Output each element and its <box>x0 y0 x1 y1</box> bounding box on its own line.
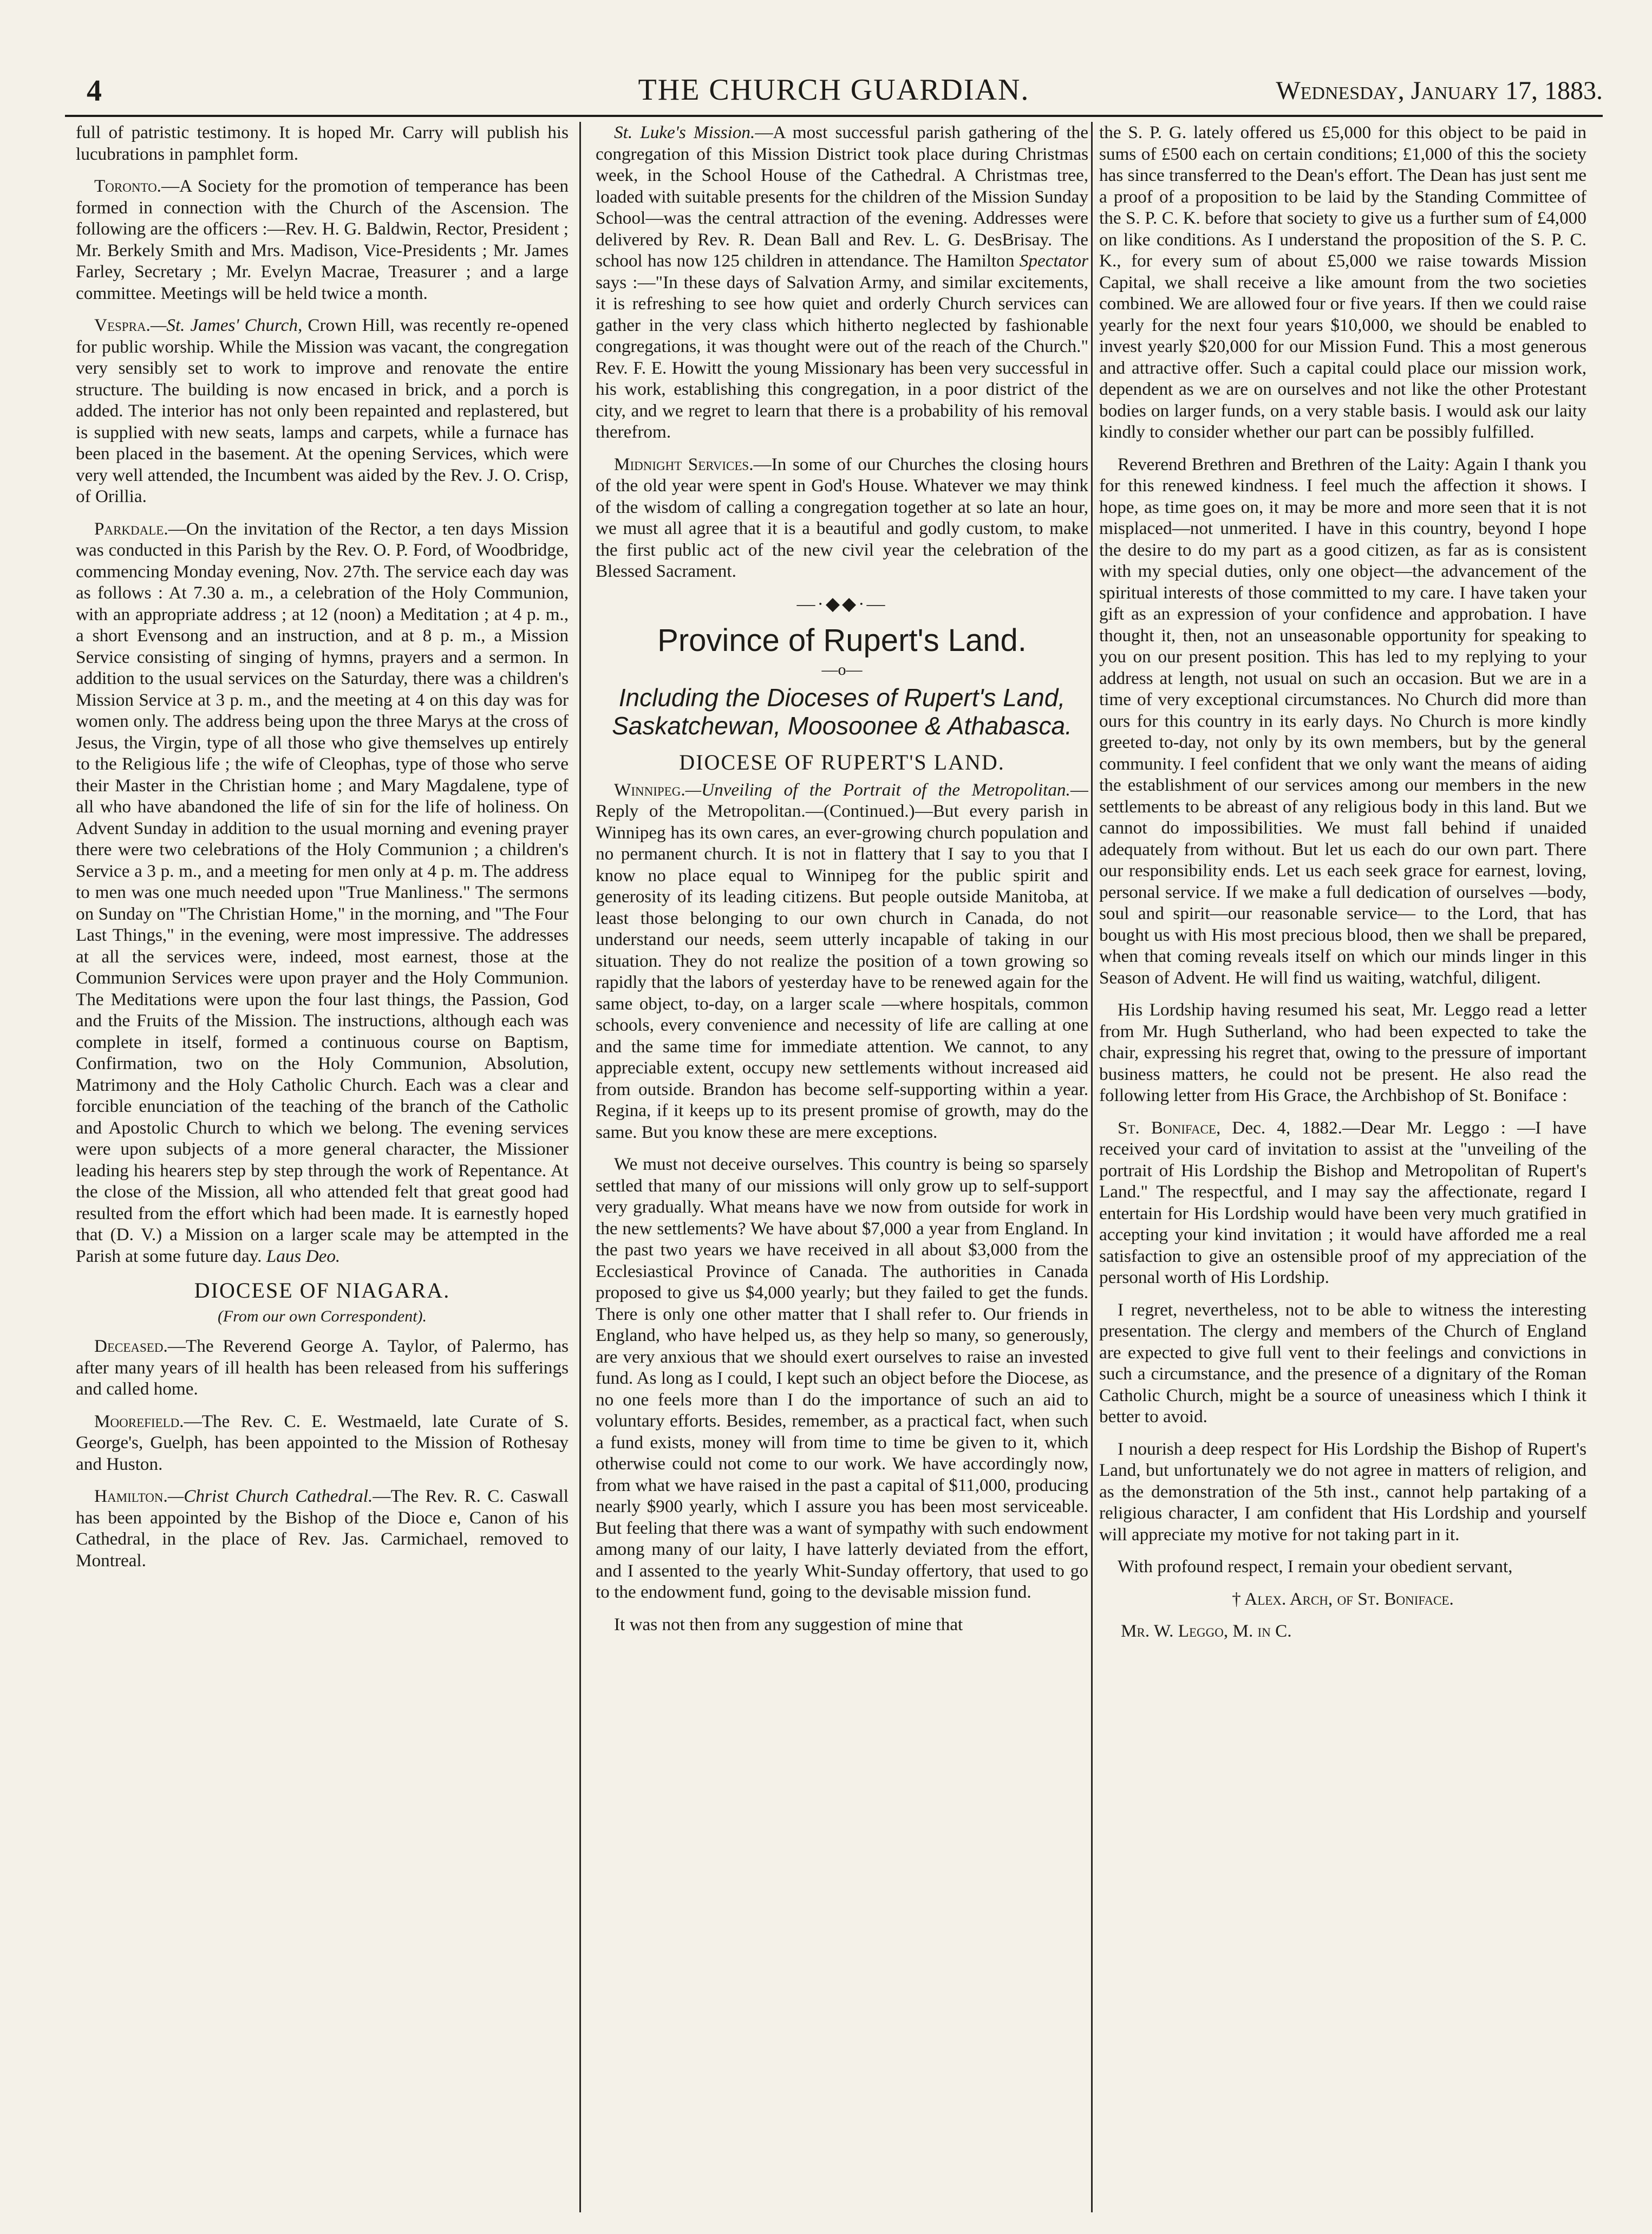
winnipeg-paragraph-2: We must not deceive ourselves. This country is being so sparsely settled that many of our missions will only grow up to self-support very gradually. What means have we now from outside for work in the new settlements? We have about $7,000 a year from England. In the past two years we have received in all about $3,000 from the Ecclesiastical Province of Canada. The authorities in Canada proposed to give us $4,000 yearly; but they failed to get the funds. There is only one other matter that I shall refer to. Our friends in England, who have helped us, as they help so many, so generously, are very anxious that we should exert ourselves to raise an invested fund. As long as I could, I kept such an object before the Diocese, as no one feels more than I do the importance of such an aid to voluntary efforts. Besides, remember, as a practical fact, when such a fund exists, money will from time to time be given to it, which otherwise could not come to our work. We have accordingly now, from what we have raised in the past a capital of $11,000, producing nearly $900 yearly, which I assure you has been most serviceable. But feeling that there was a want of sympathy with such endowment among many of our laity, I have latterly deviated from the effort, and I assented to the yearly Whit-Sunday offertory, that used to go to the endowment fund, going to the devisable mission fund. <box>596 1154 1088 1602</box>
article-winnipeg <box>596 779 1088 1143</box>
letter-dateline: St. Boniface, <box>1118 1117 1221 1138</box>
deceased-body: —The Reverend George A. Taylor, of Palermo, has after many years of ill health has been released from his sufferings and called home. <box>76 1336 569 1399</box>
letter-paragraph <box>1099 1117 1586 1288</box>
column-1 <box>76 122 569 2212</box>
section-heading-ruperts-land: DIOCESE OF RUPERT'S LAND. <box>679 750 1005 774</box>
toronto-body: —A Society for the promotion of temperance has been formed in connection with the Church of the Ascension. The following are the officers :—Rev. H. G. Baldwin, Rector, President ; Mr. Berkely Smith and Mrs. Madison, Vice-Presidents ; Mr. James Farley, Secretary ; Mr. Evelyn Macrae, Treasurer ; and a large committee. Meetings will be held twice a month. <box>76 176 569 303</box>
page-number: 4 <box>87 74 102 108</box>
ornament-divider: —·◆◆·— <box>796 594 887 614</box>
dateline-winnipeg: Winnipeg. <box>614 779 685 800</box>
dateline-midnight: Midnight Services. <box>614 454 754 474</box>
winnipeg-body: —Reply of the Metropolitan.—(Continued.)—But every parish in Winnipeg has its own cares, an ever-growing church population and no permanent church. It is not in flattery that I say to you that I know no place equal to Winnipeg for the public spirit and generosity of its leading citizens. But people outside Manitoba, at least those belonging to our own church in Canada, do not understand our needs, seem utterly incapable of taking in our situation. They do not realize the position of a town growing so rapidly that the labors of yesterday have to be renewed again for the same object, to-day, on a larger scale —where hospitals, common schools, every convenience and necessity of life are calling at one and the same time for immediate attention. We cannot, to any appreciable extent, occupy new settlements without increased aid from outside. Brandon has become self-supporting within a year. Regina, if it keeps up to its present promise of growth, may do the same. But you know these are mere exceptions. <box>596 779 1088 1142</box>
article-st-luke <box>596 122 1088 443</box>
parkdale-body: —On the invitation of the Rector, a ten days Mission was conducted in this Parish by the Rev. O. P. Ford, of Woodbridge, commencing Monday evening, Nov. 27th. The service each day was as follows : At 7.30 a. m., a celebration of the Holy Communion, with an appropriate address ; at 12 (noon) a Meditation ; at 4 p. m., a short Evensong and an instruction, and at 8 p. m., a Mission Service consisting of singing of hymns, prayers and a sermon. In addition to the usual services on the Saturday, there was a children's Mission Service at 3 p. m., and the meeting at 4 on this day was for women only. The address being upon the three Marys at the cross of Jesus, the Virgin, type of all those who give themselves up entirely to the Religious life ; the wife of Cleophas, type of those who serve their Master in the Christian home ; and Mary Magdalene, type of all who have abandoned the life of sin for the life of holiness. On Advent Sunday in addition to the usual morning and evening prayer there were two celebrations of the Holy Communion ; a children's Service a 3 p. m., and a meeting for men only at 4 p. m. The address to men was one much needed upon "True Manliness." The sermons on Sunday on "The Christian Home," in the morning, and "The Four Last Things," in the evening, were most impressive. The addresses at all the services were, indeed, most earnest, those at the Communion Services were upon prayer and the Holy Communion. The Meditations were upon the four last things, the Passion, God and the Fruits of the Mission. The instructions, although each was complete in itself, formed a continuous course on Baptism, Confirmation, two on the Holy Communion, Absolution, Matrimony and the Holy Catholic Church. Each was a clear and forcible enunciation of the teaching of the branch of the Catholic and Apostolic Church to which we belong. The evening services were upon subjects of a more general character, the Missioner leading his hearers step by step through the work of Repentance. At the close of the Mission, all who attended felt that great good had resulted from the effort which had been made. It is earnestly hoped that (D. V.) a Mission on a larger scale may be attempted in the Parish at some future day. <box>76 518 569 1266</box>
letter-paragraph-2: I regret, nevertheless, not to be able to witness the interesting presentation. The clergy and members of the Church of England are expected to give full vent to their feelings and convictions in such a circumstance, and the presence of a dignitary of the Roman Catholic Church, might be a source of uneasiness which I think it better to avoid. <box>1099 1299 1586 1427</box>
section-heading-province: Province of Rupert's Land. <box>657 622 1027 658</box>
letter-body: Dec. 4, 1882.—Dear Mr. Leggo : —I have received your card of invitation to assist at the "unveiling of the portrait of His Lordship the Bishop and Metropolitan of Rupert's Land." The respectful, and I may say the affectionate, regard I entertain for His Lordship would have been very much gratified in accepting your kind invitation ; it would have afforded me a real satisfaction to give an ostensible proof of my appreciation of the personal worth of His Lordship. <box>1099 1117 1586 1287</box>
hamilton-church: —Christ Church Cathedral. <box>167 1486 373 1506</box>
column-3 <box>1099 122 1586 2212</box>
article-continuation: full of patristic testimony. It is hoped Mr. Carry will publish his lucubrations in pamphlet form. <box>76 122 569 164</box>
dateline-st-luke: St. Luke's Mission. <box>614 122 755 142</box>
province-subheading: Including the Dioceses of Rupert's Land, Saskatchewan, Moosoonee & Athabasca. <box>612 683 1072 740</box>
column-rule-1 <box>579 122 581 2212</box>
dateline-toronto: Toronto. <box>94 176 161 196</box>
dateline-deceased: Deceased. <box>94 1336 168 1356</box>
lordship-paragraph: His Lordship having resumed his seat, Mr. Leggo read a letter from Mr. Hugh Sutherland, who had been expected to take the chair, expressing his regret that, owing to the pressure of important business matters, he could not be present. He also read the following letter from His Grace, the Archbishop of St. Boniface : <box>1099 1000 1586 1105</box>
correspondent-note: (From our own Correspondent). <box>217 1307 427 1325</box>
article-toronto <box>76 175 569 304</box>
moorefield-body: —The Rev. C. E. Westmaeld, late Curate of S. George's, Guelph, has been appointed to the Mission of Rothesay and Huston. <box>76 1411 569 1474</box>
article-hamilton <box>76 1486 569 1571</box>
article-vespra <box>76 315 569 507</box>
newspaper-title: THE CHURCH GUARDIAN. <box>638 73 1030 107</box>
vespra-church: —St. James' Church, <box>150 315 303 335</box>
address-paragraph: Reverend Brethren and Brethren of the Laity: Again I thank you for this renewed kindness. I feel much the affection it shows. I hope, as time goes on, it may be more and more seen that it is not misplaced—not unmerited. I have in this country, beyond I hope the desire to do my part as a good citizen, as far as is consistent with my special duties, only one object—the advancement of the spiritual interests of those committed to my care. I have taken your gift as an expression of your confidence and approbation. I have thought it, then, not an unseasonable opportunity for speaking to you on our present position. This has led to my replying to your address at length, not usual on such an occasion. But we are in a time of very exceptional circumstances. No Church did more than ours for this country in its early days. No Church is more kindly greeted to-day, not only by its own members, but by the general community. I feel confident that we only want the means of aiding the establishment of our services among our members in the new settlements to be abreast of any religious body in this land. But we cannot do impossibilities. We must fall behind if unaided adequately from without. But let us each do our own part. There our responsibility ends. Let us each seek grace for earnest, loving, personal service. If we make a full dedication of ourselves —body, soul and spirit—our reasonable service— to the Lord, that has bought us with His most precious blood, then we shall be prepared, when that coming reveals itself on which our minds linger in this Season of Advent. He will find us waiting, watchful, diligent. <box>1099 454 1586 988</box>
vespra-body: Crown Hill, was recently re-opened for public worship. While the Mission was vacant, the congregation very sensibly set to work to improve and renovate the entire structure. The building is now encased in brick, and a porch is added. The interior has not only been repainted and replastered, but is supplied with new seats, lamps and carpets, while a furnace has been placed in the basement. At the opening Services, which were very well attended, the Incumbent was aided by the Rev. J. O. Crisp, of Orillia. <box>76 315 569 506</box>
dateline-parkdale: Parkdale. <box>94 518 168 539</box>
laus-deo: Laus Deo. <box>266 1246 341 1266</box>
hamilton-body: —The Rev. R. C. Caswall has been appointed by the Bishop of the Dioce e, Canon of his Cathedral, in the place of Rev. Jas. Carmichael, removed to Montreal. <box>76 1486 569 1571</box>
winnipeg-paragraph-3: It was not then from any suggestion of mine that <box>614 1614 963 1634</box>
article-moorefield <box>76 1411 569 1475</box>
issue-date: Wednesday, January 17, 1883. <box>1276 76 1603 105</box>
article-deceased <box>76 1336 569 1400</box>
st-luke-body: —A most successful parish gathering of the congregation of this Mission District took place during Christmas week, in the School House of the Cathedral. A Christmas tree, loaded with suitable presents for the children of the Mission Sunday School—was the central attraction of the evening. Addresses were delivered by Rev. R. Dean Ball and Rev. L. G. DesBrisay. The school has now 125 children in attendance. The Hamilton <box>596 122 1088 271</box>
spectator-name: Spectator <box>1019 251 1088 271</box>
masthead-rule <box>65 115 1603 117</box>
dateline-hamilton: Hamilton. <box>94 1486 168 1506</box>
letter-signature: † Alex. Arch, of St. Boniface. <box>1232 1588 1454 1609</box>
letter-closing: With profound respect, I remain your obedient servant, <box>1118 1556 1513 1577</box>
section-heading-niagara: DIOCESE OF NIAGARA. <box>194 1278 450 1302</box>
winnipeg-title: —Unveiling of the Portrait of the Metropolitan. <box>685 779 1070 800</box>
dateline-vespra: Vespra. <box>94 315 151 335</box>
article-parkdale <box>76 518 569 1267</box>
column-2 <box>596 122 1088 2212</box>
masthead <box>65 69 1603 113</box>
letter-addressee: Mr. W. Leggo, M. in C. <box>1121 1621 1292 1641</box>
dateline-moorefield: Moorefield. <box>94 1411 184 1431</box>
letter-paragraph-3: I nourish a deep respect for His Lordship the Bishop of Rupert's Land, but unfortunately we do not agree in matters of religion, and as the demonstration of the 5th inst., cannot help partaking of a religious character, I am confident that His Lordship and yourself will appreciate my motive for not taking part in it. <box>1099 1438 1586 1545</box>
small-divider: —o— <box>821 660 863 679</box>
continuation-paragraph: the S. P. G. lately offered us £5,000 for this object to be paid in sums of £500 each on certain conditions; £1,000 of this the society has since transferred to the Dean's effort. The Dean has just sent me a proof of a proposition to be laid by the Standing Committee of the S. P. C. K. before that society to give us a further sum of £4,000 on like conditions. As I understand the proposition of the S. P. C. K., for every sum of about £5,000 we raise towards Mission Capital, we shall receive a like amount from the two societies combined. We are allowed four or five years. If then we could raise yearly for the next four years $10,000, we should be enabled to invest yearly $20,000 for our Mission Fund. This a most generous and attractive offer. Such a capital could place our mission work, dependent as we are on ourselves and not like the other Protestant bodies on larger funds, on a very stable basis. I would ask our laity kindly to consider whether our part can be possibly fulfilled. <box>1099 122 1586 442</box>
column-rule-2 <box>1091 122 1093 2212</box>
article-midnight-services <box>596 454 1088 582</box>
st-luke-body-2: says :—"In these days of Salvation Army, and similar excitements, it is refreshing to see how quiet and orderly Church services can gather in the very class which hitherto neglected by fashionable congregations, it was thought were out of the reach of the Church." Rev. F. E. Howitt the young Missionary has been very successful in his work, establishing this congregation, in a poor district of the city, and we regret to learn that there is a probability of his removal therefrom. <box>596 272 1088 442</box>
midnight-body: —In some of our Churches the closing hours of the old year were spent in God's House. Whatever we may think of the wisdom of calling a congregation together at so late an hour, we must all agree that it is a beautiful and godly custom, to make the first public act of the new civil year the celebration of the Blessed Sacrament. <box>596 454 1088 581</box>
